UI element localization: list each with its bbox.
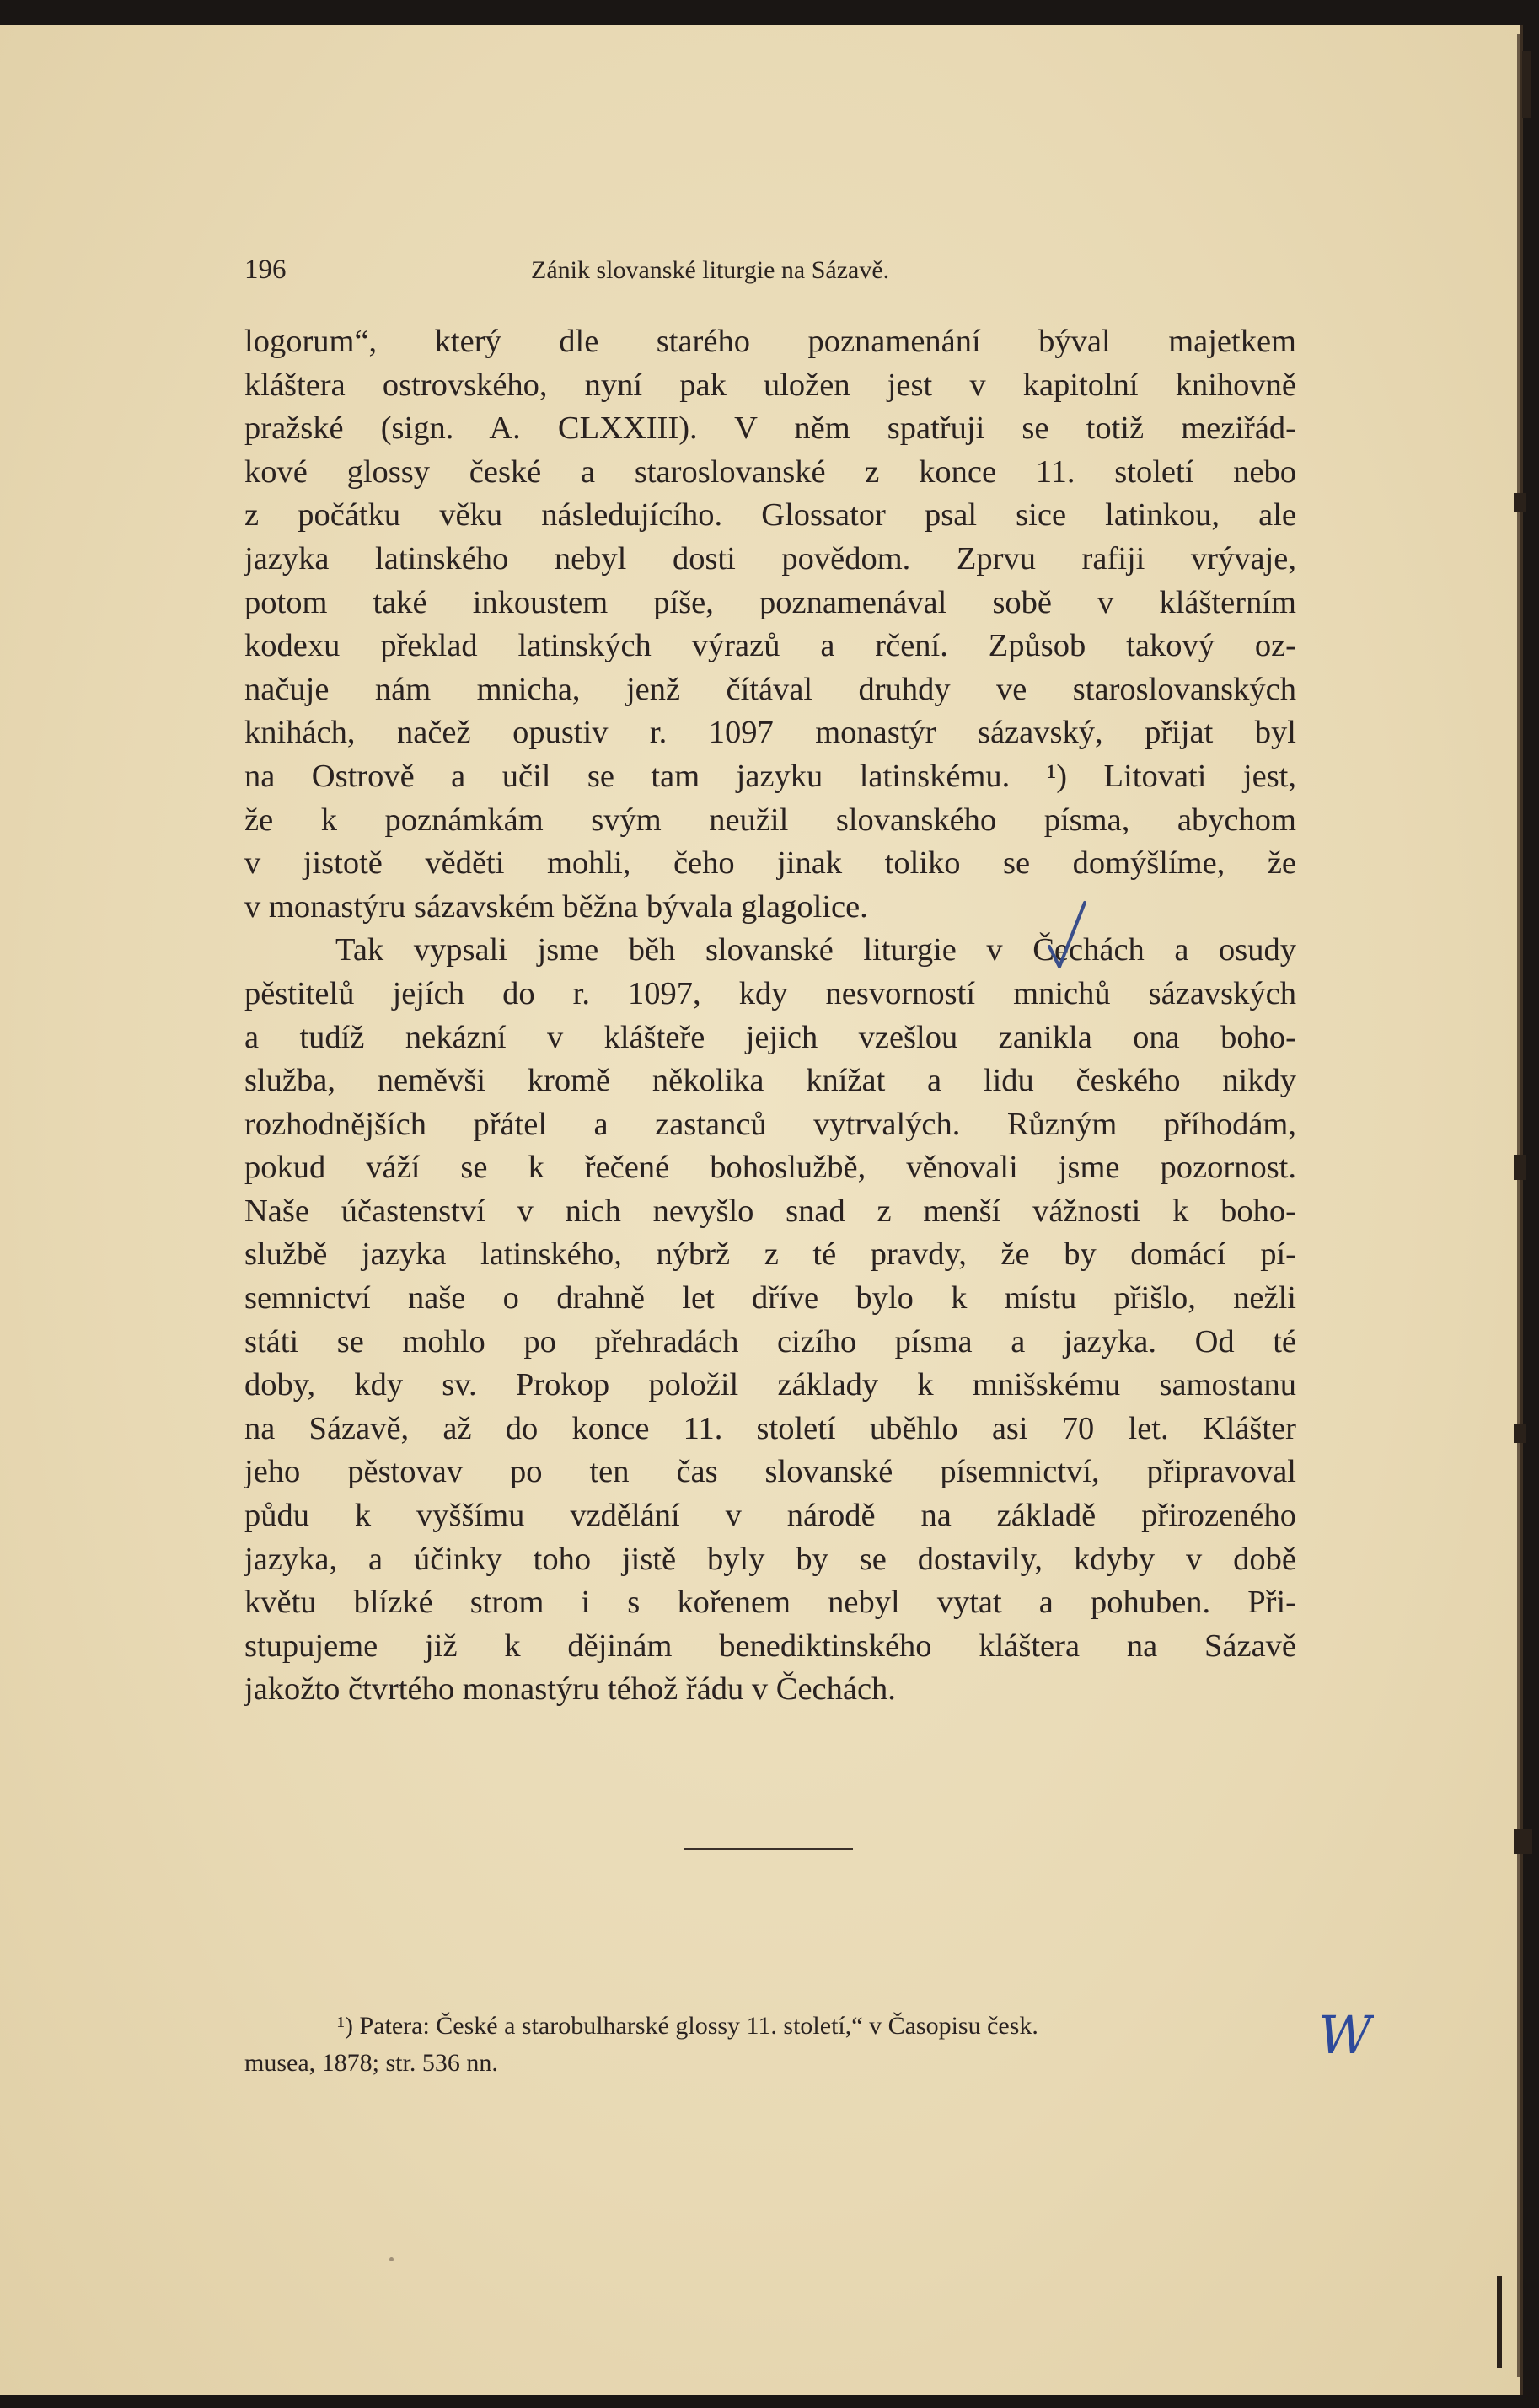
text-line: jeho pěstovav po ten čas slovanské písemnictví, připravoval	[244, 1454, 1296, 1490]
text-line: knihách, načež opustiv r. 1097 monastýr sázavský, přijat byl	[244, 715, 1296, 751]
text-line: půdu k vyššímu vzdělání v národě na základě přirozeného	[244, 1498, 1296, 1534]
running-title: Zánik slovanské liturgie na Sázavě.	[531, 256, 890, 284]
text-line: službě jazyka latinského, nýbrž z té pravdy, že by domácí pí-	[244, 1236, 1296, 1273]
handwritten-w-annotation	[1315, 2004, 1374, 2065]
text-line: načuje nám mnicha, jenž čítával druhdy ve staroslovanských	[244, 671, 1296, 707]
text-line: potom také inkoustem píše, poznamenával sobě v klášterním	[244, 584, 1296, 620]
page-number: 196	[244, 255, 287, 285]
binding-mark	[1514, 493, 1526, 512]
text-line: na Ostrově a učil se tam jazyku latinskému. ¹) Litovati jest,	[244, 758, 1296, 794]
page-header	[244, 255, 1298, 288]
text-line: květu blízké strom i s kořenem nebyl vytat a pohuben. Při-	[244, 1585, 1296, 1621]
text-line: a tudíž nekázní v klášteře jejich vzešlou zanikla ona boho-	[244, 1019, 1296, 1055]
binding-mark	[1522, 51, 1531, 118]
text-line: Tak vypsali jsme běh slovanské liturgie v Čechách a osudy	[335, 932, 1296, 968]
text-line: semnictví naše o drahně let dříve bylo k místu přišlo, nežli	[244, 1280, 1296, 1317]
text-line: pěstitelů jejích do r. 1097, kdy nesvorností mnichů sázavských	[244, 975, 1296, 1011]
footnote-separator	[684, 1848, 853, 1850]
text-line: stupujeme již k dějinám benediktinského kláštera na Sázavě	[244, 1628, 1296, 1664]
binding-mark	[1514, 1155, 1526, 1180]
text-line: že k poznámkám svým neužil slovanského písma, abychom	[244, 802, 1296, 838]
pencil-checkmark-icon	[1041, 898, 1091, 973]
text-line: kláštera ostrovského, nyní pak uložen jest v kapitolní knihovně	[244, 367, 1296, 403]
footnote	[244, 2008, 1296, 2082]
footnote-line: ¹) Patera: České a starobulharské glossy 11. století,“ v Časopisu česk.	[337, 2012, 1038, 2040]
text-line: služba, neměvši kromě několika knížat a lidu českého nikdy	[244, 1063, 1296, 1099]
text-line: z počátku věku následujícího. Glossator psal sice latinkou, ale	[244, 497, 1296, 534]
main-text	[244, 320, 1296, 1712]
text-line: státi se mohlo po přehradách cizího písma a jazyka. Od té	[244, 1323, 1296, 1360]
binding-mark	[1514, 1424, 1526, 1443]
text-line: Naše účastenství v nich nevyšlo snad z menší vážnosti k boho-	[244, 1193, 1296, 1229]
page-edge-shadow	[1517, 34, 1520, 2377]
text-line: logorum“, který dle starého poznamenání býval majetkem	[244, 324, 1296, 359]
paper-speck	[389, 2257, 394, 2261]
text-line: v jistotě věděti mohli, čeho jinak toliko se domýšlíme, že	[244, 845, 1296, 882]
binding-mark	[1497, 2276, 1502, 2368]
footnote-line: musea, 1878; str. 536 nn.	[244, 2049, 498, 2077]
text-line: rozhodnějších přátel a zastanců vytrvalých. Různým příhodám,	[244, 1106, 1296, 1142]
text-line: v monastýru sázavském běžna bývala glagolice.	[244, 888, 868, 925]
text-line: doby, kdy sv. Prokop položil základy k mnišskému samostanu	[244, 1367, 1296, 1403]
binding-mark	[1514, 1829, 1532, 1854]
text-line: pražské (sign. A. CLXXIII). V něm spatřuji se totiž meziřád-	[244, 410, 1296, 447]
text-line: jakožto čtvrtého monastýru téhož řádu v Čechách.	[244, 1671, 896, 1708]
text-line: kové glossy české a staroslovanské z konce 11. století nebo	[244, 453, 1296, 490]
margin-note-text: W	[1318, 2004, 1372, 2065]
text-line: na Sázavě, až do konce 11. století uběhlo asi 70 let. Klášter	[244, 1410, 1296, 1446]
text-line: pokud váží se k řečené bohoslužbě, věnovali jsme pozornost.	[244, 1150, 1296, 1186]
text-line: jazyka, a účinky toho jistě byly by se dostavily, kdyby v době	[244, 1541, 1296, 1577]
text-line: kodexu překlad latinských výrazů a rčení. Způsob takový oz-	[244, 628, 1296, 664]
text-line: jazyka latinského nebyl dosti povědom. Zprvu rafiji vrývaje,	[244, 540, 1296, 577]
